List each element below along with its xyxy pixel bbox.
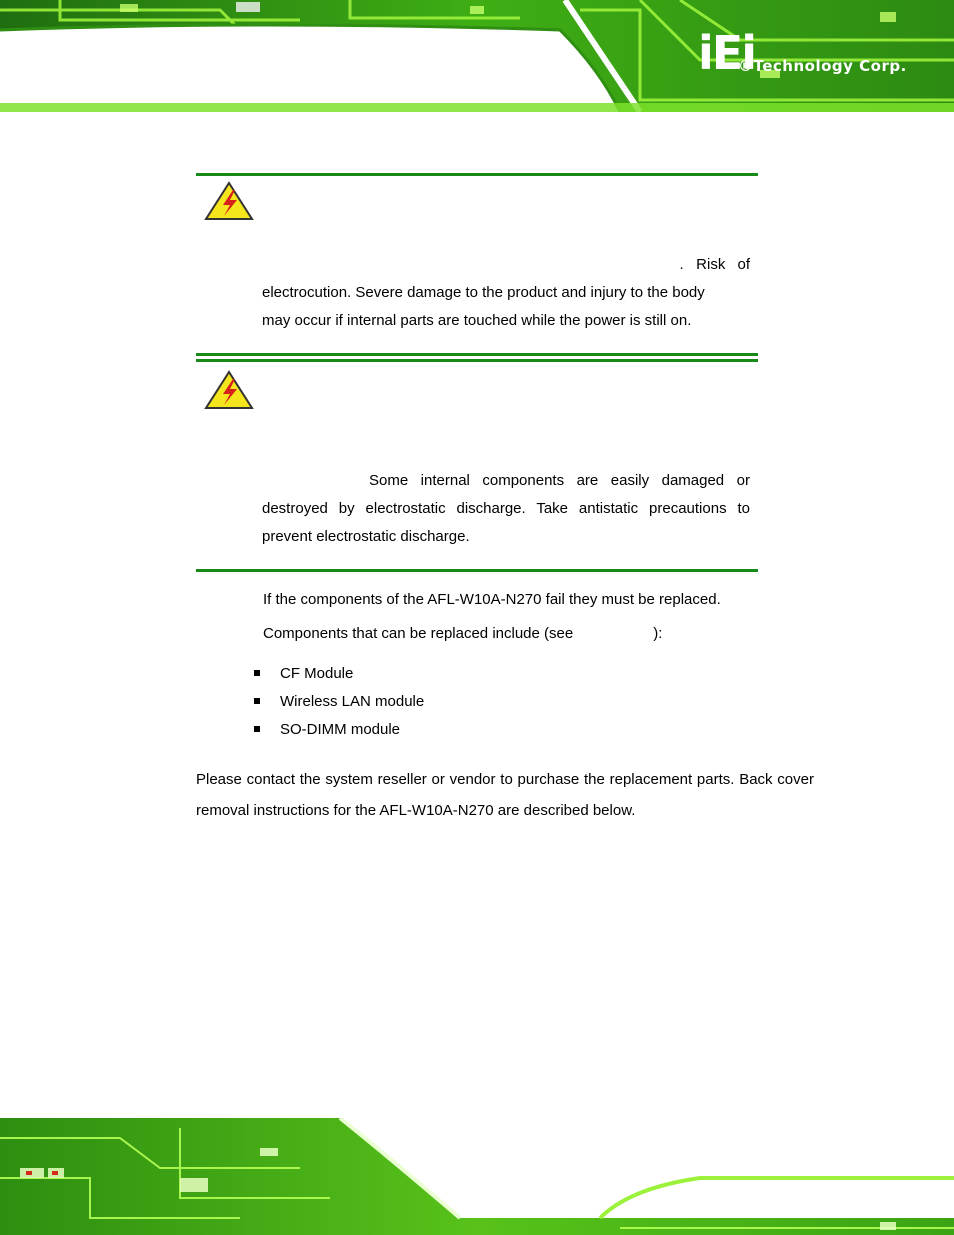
component-wireless-lan-module: Wireless LAN module bbox=[280, 693, 425, 710]
list-item bbox=[254, 718, 424, 746]
logo-mark: iEi bbox=[698, 26, 755, 80]
bullet-square-icon bbox=[254, 726, 260, 732]
esd-line-3: prevent electrostatic discharge. bbox=[262, 528, 470, 545]
warning-risk-text: Risk of bbox=[696, 256, 750, 273]
footer-banner bbox=[0, 1118, 954, 1235]
replaceable-components-list bbox=[254, 662, 424, 746]
warning-top-rule bbox=[196, 173, 758, 176]
warning-divider-rule-upper bbox=[196, 353, 758, 356]
closing-paragraph: Please contact the system reseller or vendor to purchase the replacement parts. Back cover removal instructions for the AFL-W10A-N270 are described below. bbox=[196, 771, 814, 819]
components-intro-end: ): bbox=[653, 625, 663, 642]
electrostatic-warning-text bbox=[262, 467, 750, 551]
logo-text: ®Technology Corp. bbox=[738, 57, 907, 75]
circuit-board-footer-graphic bbox=[0, 1118, 954, 1235]
warning-line-2: electrocution. Severe damage to the product and injury to the body bbox=[262, 284, 705, 301]
company-logo bbox=[666, 26, 916, 85]
esd-line-1: Some internal components are easily damaged or bbox=[369, 472, 750, 489]
esd-line-2: destroyed by electrostatic discharge. Take antistatic precautions to bbox=[262, 500, 750, 517]
list-item bbox=[254, 690, 424, 718]
bullet-square-icon bbox=[254, 670, 260, 676]
bullet-square-icon bbox=[254, 698, 260, 704]
warning-line-3: may occur if internal parts are touched while the power is still on. bbox=[262, 312, 692, 329]
replacement-intro: If the components of the AFL-W10A-N270 fail they must be replaced. bbox=[263, 591, 721, 608]
electrostatic-warning-icon bbox=[204, 370, 254, 410]
electrocution-warning-text bbox=[262, 251, 750, 335]
list-item bbox=[254, 662, 424, 690]
components-intro-start: Components that can be replaced include (see bbox=[263, 625, 574, 642]
header-banner bbox=[0, 0, 954, 112]
replaceable-components-intro bbox=[263, 625, 662, 642]
warning-divider-rule-lower bbox=[196, 359, 758, 362]
component-cf-module: CF Module bbox=[280, 665, 354, 682]
warning-lead: . bbox=[679, 256, 684, 273]
electrical-hazard-warning-icon bbox=[204, 181, 254, 221]
component-so-dimm-module: SO-DIMM module bbox=[280, 721, 401, 738]
warning-bottom-rule bbox=[196, 569, 758, 572]
